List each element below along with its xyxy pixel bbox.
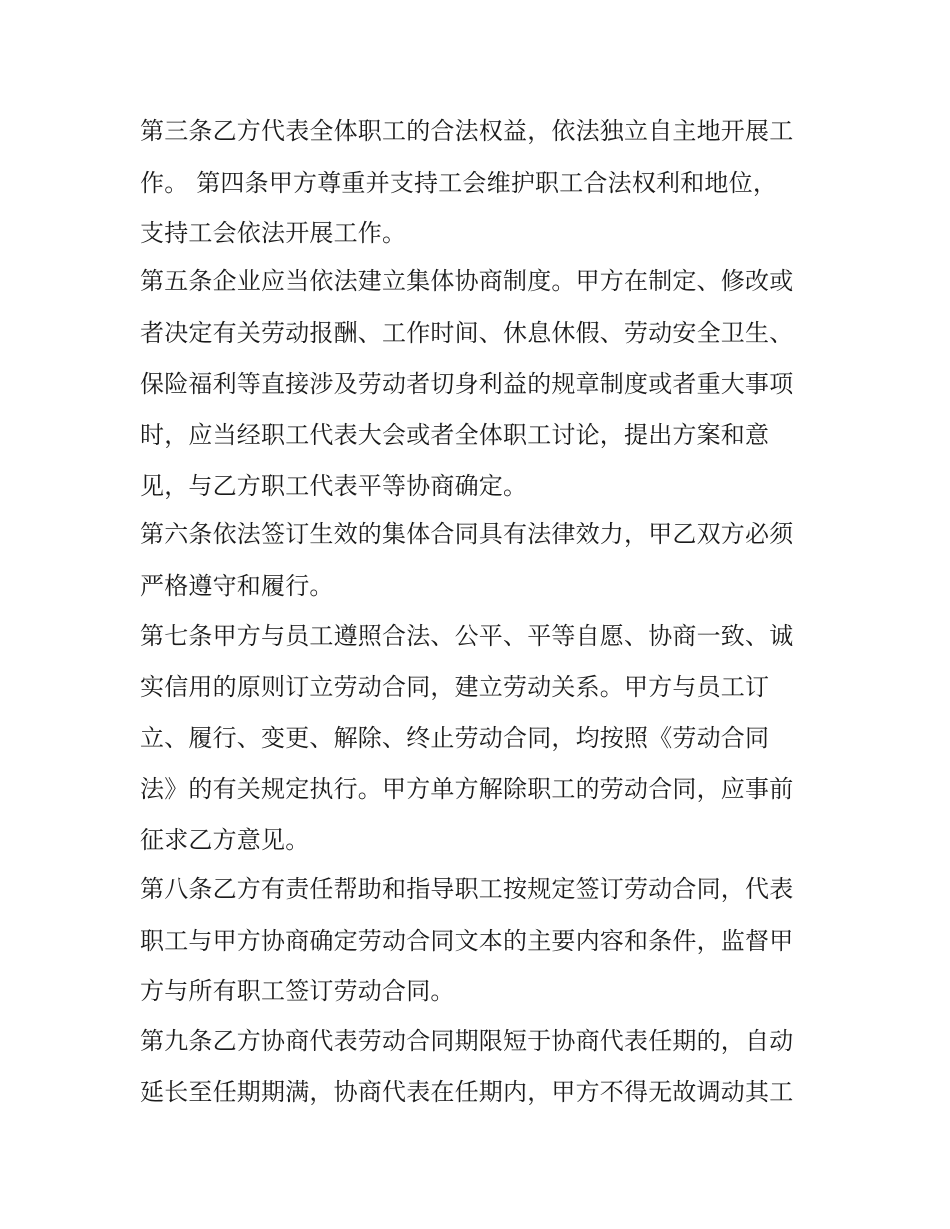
text-line: 时，应当经职工代表大会或者全体职工讨论，提出方案和意: [140, 421, 770, 449]
text-line: 延长至任期期满，协商代表在任期内，甲方不得无故调动其工: [140, 1078, 794, 1106]
text-line: 保险福利等直接涉及劳动者切身利益的规章制度或者重大事项: [140, 370, 794, 398]
text-line: 方与所有职工签订劳动合同。: [140, 977, 455, 1005]
text-line: 征求乙方意见。: [140, 826, 310, 854]
text-line: 立、履行、变更、解除、终止劳动合同，均按照《劳动合同: [140, 724, 770, 752]
text-line: 作。 第四条甲方尊重并支持工会维护职工合法权利和地位，: [140, 169, 778, 197]
text-line: 严格遵守和履行。: [140, 572, 334, 600]
text-line: 者决定有关劳动报酬、工作时间、休息休假、劳动安全卫生、: [140, 319, 794, 347]
text-line: 第七条甲方与员工遵照合法、公平、平等自愿、协商一致、诚: [140, 622, 794, 650]
text-line: 第八条乙方有责任帮助和指导职工按规定签订劳动合同，代表: [140, 875, 794, 903]
text-line: 见，与乙方职工代表平等协商确定。: [140, 472, 528, 500]
text-line: 法》的有关规定执行。甲方单方解除职工的劳动合同，应事前: [140, 775, 794, 803]
text-line: 第三条乙方代表全体职工的合法权益，依法独立自主地开展工: [140, 117, 794, 145]
text-line: 第五条企业应当依法建立集体协商制度。甲方在制定、修改或: [140, 267, 794, 295]
text-line: 第六条依法签订生效的集体合同具有法律效力，甲乙双方必须: [140, 520, 794, 548]
text-line: 第九条乙方协商代表劳动合同期限短于协商代表任期的，自动: [140, 1027, 794, 1055]
text-line: 实信用的原则订立劳动合同，建立劳动关系。甲方与员工订: [140, 673, 770, 701]
text-line: 支持工会依法开展工作。: [140, 219, 407, 247]
text-line: 职工与甲方协商确定劳动合同文本的主要内容和条件，监督甲: [140, 927, 794, 955]
